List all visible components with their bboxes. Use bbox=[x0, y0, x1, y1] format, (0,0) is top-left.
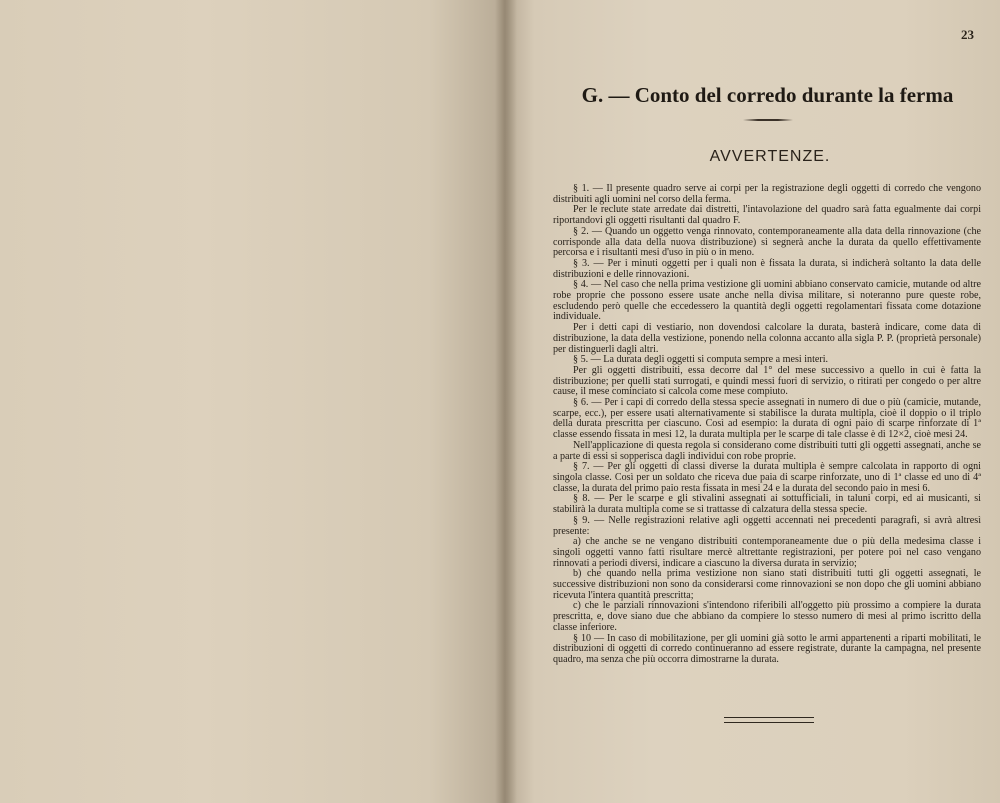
paragraph: § 4. — Nel caso che nella prima vestizione gli uomini abbiano conservato camicie, mutande od altre robe proprie che possono essere usate anche nella divisa militare, si noteranno pure queste robe, escludendo però quelle che eccedessero la quantità degli oggetti regolamentari fissata come dotazione individuale. bbox=[553, 279, 981, 323]
paragraph: § 6. — Per i capi di corredo della stessa specie assegnati in numero di due o più (camicie, mutande, scarpe, ecc.), per essere usati alternativamente si stabilisce la durata multipla, cioè il doppio o il triplo della durata prescritta per ciascuno. Così ad esempio: la durata di ogni paio di scarpe rinforzate di 1ª classe essendo fissata in mesi 12, la durata multipla per le scarpe di tale classe è di 12×2, cioè mesi 24. bbox=[553, 397, 981, 441]
paragraph: § 1. — Il presente quadro serve ai corpi per la registrazione degli oggetti di corredo che vengono distribuiti agli uomini nel corso della ferma. bbox=[553, 183, 981, 205]
paragraph: Per gli oggetti distribuiti, essa decorre dal 1° del mese successivo a quello in cui è fatta la distribuzione; per quelli stati surrogati, e quindi messi fuori di servizio, o ritirati per congedo o per altre cause, il mese cominciato si calcola come mese compiuto. bbox=[553, 364, 981, 398]
paragraph: § 8. — Per le scarpe e gli stivalini assegnati ai sottufficiali, in taluni corpi, ed ai musicanti, si stabilirà la durata multipla come se si trattasse di calzatura della stessa specie. bbox=[553, 493, 981, 516]
paragraph: § 10 — In caso di mobilitazione, per gli uomini già sotto le armi appartenenti a riparti mobilitati, le distribuzioni di oggetti di corredo continueranno ad essere registrate, durante la campagna, nel presente quadro, ma senza che più occorra dimostrarne la durata. bbox=[553, 632, 981, 665]
title-ornament bbox=[743, 119, 793, 121]
right-page bbox=[505, 0, 1000, 803]
paragraph: Nell'applicazione di questa regola si considerano come distribuiti tutti gli oggetti assegnati, anche se a parte di essi si sopperisca dagli individui con robe proprie. bbox=[553, 439, 981, 462]
section-title: G. — Conto del corredo durante la ferma bbox=[581, 83, 954, 107]
paragraph: § 9. — Nelle registrazioni relative agli oggetti accennati nei precedenti paragrafi, si avrà altresì presente: bbox=[553, 514, 981, 537]
paragraph: a) che anche se ne vengano distribuiti contemporaneamente due o più della medesima classe i singoli oggetti vanno fatti risultare mercè altrettante registrazioni, per potere poi nel caso vengano rinnovati a periodi diversi, indicare a ciascuno la diversa durata in servizio; bbox=[553, 536, 981, 569]
paragraph: Per le reclute state arredate dai distretti, l'intavolazione del quadro sarà fatta egualmente dai corpi riportandovi gli oggetti risultanti dal quadro F. bbox=[553, 204, 981, 227]
closing-double-rule bbox=[724, 717, 814, 723]
paragraph: § 2. — Quando un oggetto venga rinnovato, contemporaneamente alla data della rinnovazione (che corrisponde alla data della nuova distribuzione) si segnerà anche la durata da quello effettivamente percorsa e i risultanti mesi d'uso in più o in meno. bbox=[553, 225, 981, 259]
instructions-body bbox=[553, 184, 981, 666]
paragraph: c) che le parziali rinnovazioni s'intendono riferibili all'oggetto più prossimo a compiere la durata prescritta, e, dove siano due che abbiano da compiere lo stesso numero di mesi al primo iscritto della classe inferiore. bbox=[553, 600, 981, 633]
paragraph: b) che quando nella prima vestizione non siano stati distribuiti tutti gli oggetti assegnati, le successive distribuzioni non sono da considerarsi come rinnovazioni se non dopo che gli uomini abbiano ricevuta l'intera quantità prescritta; bbox=[553, 568, 981, 601]
subtitle: AVVERTENZE. bbox=[709, 148, 831, 165]
paragraph: § 7. — Per gli oggetti di classi diverse la durata multipla è sempre calcolata in rapporto di ogni singola classe. Così per un soldato che riceva due paia di scarpe rinforzate, uno di 1ª classe ed uno di 4ª classe, la durata del primo paio resta fissata in mesi 24 e la durata del secondo paio in mesi 6. bbox=[553, 461, 981, 494]
paragraph: Per i detti capi di vestiario, non dovendosi calcolare la durata, basterà indicare, come data di distribuzione, la data della vestizione, ponendo nella colonna accanto alla sigla P. P. (proprietà personale) per distinguerli dagli altri. bbox=[553, 322, 981, 355]
paragraph: § 3. — Per i minuti oggetti per i quali non è fissata la durata, si indicherà soltanto la data delle distribuzioni e delle rinnovazioni. bbox=[553, 257, 981, 280]
paragraph: § 5. — La durata degli oggetti si computa sempre a mesi interi. bbox=[573, 354, 829, 366]
page-number: 23 bbox=[961, 27, 974, 42]
